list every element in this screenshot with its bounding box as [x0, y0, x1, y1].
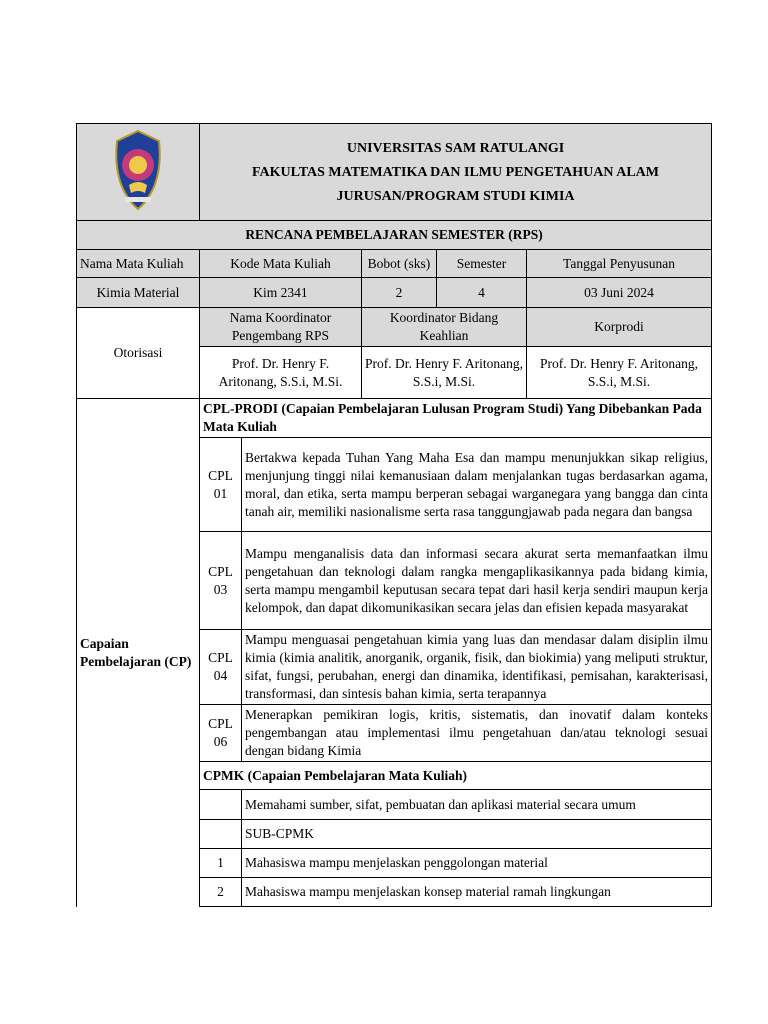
sub-cpmk-number: 1: [200, 849, 242, 878]
department-name: JURUSAN/PROGRAM STUDI KIMIA: [336, 189, 575, 204]
sub-cpmk-number: 2: [200, 878, 242, 907]
rps-document: [76, 123, 711, 907]
cpl-text: Bertakwa kepada Tuhan Yang Maha Esa dan mampu menunjukkan sikap religius, menjunjung tinggi nilai kemanusiaan dalam menjalankan tugas berdasarkan agama, moral, dan etika, serta mampu berperan sebagai warganegara yang bangga dan cinta tanah air, memiliki nasionalisme serta rasa tanggungjawab pada negara dan bangsa: [242, 438, 712, 532]
course-code: Kim 2341: [200, 278, 362, 308]
label-course-code: Kode Mata Kuliah: [200, 250, 362, 278]
cpl-text: Mampu menguasai pengetahuan kimia yang luas dan mendasar dalam disiplin ilmu kimia (kimia analitik, anorganik, organik, fisik, dan biokimia) yang meliputi struktur, sifat, fungsi, perubahan, energi dan dinamika, identifikasi, pemisahan, karakterisasi, transformasi, dan sintesis bahan kimia, serta terapannya: [242, 630, 712, 705]
name-expertise: Prof. Dr. Henry F. Aritonang, S.S.i, M.Si.: [362, 347, 527, 399]
label-semester: Semester: [437, 250, 527, 278]
cpl-code: CPL 01: [200, 438, 242, 532]
cpl-code: CPL 04: [200, 630, 242, 705]
role-expertise: Koordinator Bidang Keahlian: [362, 308, 527, 347]
role-head: Korprodi: [527, 308, 712, 347]
course-name: Kimia Material: [77, 278, 200, 308]
cpmk-text: Memahami sumber, sifat, pembuatan dan aplikasi material secara umum: [242, 790, 712, 820]
cpmk-heading: CPMK (Capaian Pembelajaran Mata Kuliah): [200, 762, 712, 790]
label-credits: Bobot (sks): [362, 250, 437, 278]
label-course-name: Nama Mata Kuliah: [77, 250, 200, 278]
sub-cpmk-number-cell: [200, 820, 242, 849]
university-logo: [111, 127, 165, 213]
sub-cpmk-text: Mahasiswa mampu menjelaskan konsep material ramah lingkungan: [242, 878, 712, 907]
cpl-text: Mampu menganalisis data dan informasi secara akurat serta memanfaatkan ilmu pengetahuan dan teknologi dalam rangka mengaplikasikannya pada bidang kimia, serta mampu mengambil keputusan secara tepat dari hasil kerja sendiri maupun kerja kelompok, dan dapat dikomunikasikan secara jelas dan efisien kepada masyarakat: [242, 532, 712, 630]
header-titles: [200, 124, 712, 221]
cpl-code: CPL 03: [200, 532, 242, 630]
course-credits: 2: [362, 278, 437, 308]
rps-table: [76, 123, 712, 907]
cpl-heading: CPL-PRODI (Capaian Pembelajaran Lulusan Program Studi) Yang Dibebankan Pada Mata Kuliah: [200, 399, 712, 438]
cp-label: Capaian Pembelajaran (CP): [77, 399, 200, 907]
cpl-code: CPL 06: [200, 705, 242, 762]
faculty-name: FAKULTAS MATEMATIKA DAN ILMU PENGETAHUAN ALAM: [252, 165, 659, 180]
label-date: Tanggal Penyusunan: [527, 250, 712, 278]
name-developer: Prof. Dr. Henry F. Aritonang, S.S.i, M.Si.: [200, 347, 362, 399]
course-date: 03 Juni 2024: [527, 278, 712, 308]
university-logo-cell: [77, 124, 200, 221]
university-name: UNIVERSITAS SAM RATULANGI: [346, 141, 565, 156]
role-developer: Nama Koordinator Pengembang RPS: [200, 308, 362, 347]
course-semester: 4: [437, 278, 527, 308]
cpl-text: Menerapkan pemikiran logis, kritis, sistematis, dan inovatif dalam konteks pengembangan atau implementasi ilmu pengetahuan dan/atau teknologi sesuai dengan bidang Kimia: [242, 705, 712, 762]
document-title: RENCANA PEMBELAJARAN SEMESTER (RPS): [77, 221, 712, 250]
sub-cpmk-text: Mahasiswa mampu menjelaskan penggolongan material: [242, 849, 712, 878]
name-head: Prof. Dr. Henry F. Aritonang, S.S.i, M.Si.: [527, 347, 712, 399]
sub-cpmk-heading: SUB-CPMK: [242, 820, 712, 849]
authorization-label: Otorisasi: [77, 308, 200, 399]
cpmk-number-cell: [200, 790, 242, 820]
